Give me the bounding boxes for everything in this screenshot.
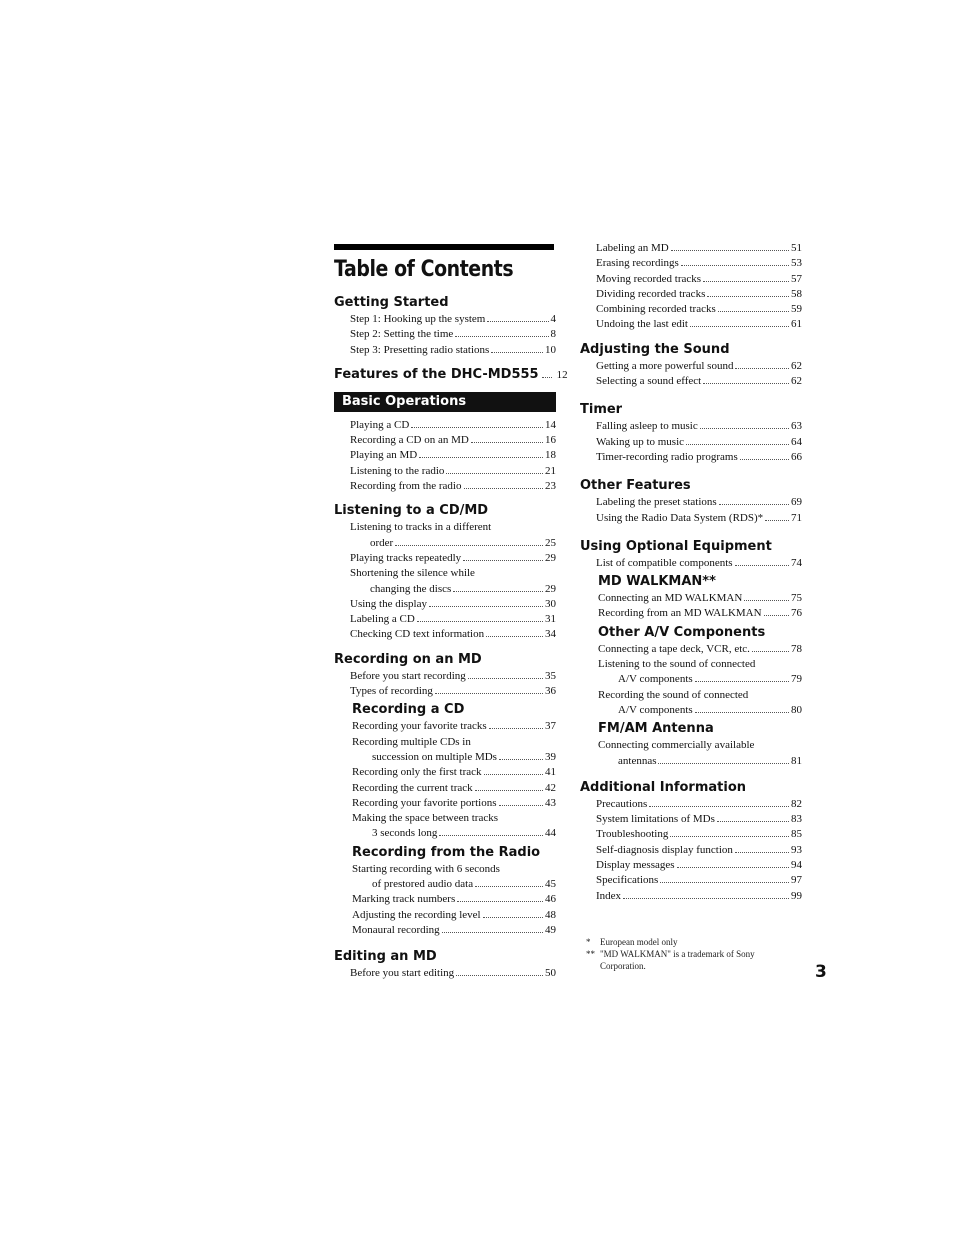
page-number-ref: 21 — [545, 464, 556, 477]
toc-entry[interactable] — [580, 812, 802, 827]
toc-entry[interactable] — [334, 892, 556, 907]
dot-leader — [718, 311, 789, 312]
section-getting-started — [334, 294, 556, 358]
dot-leader — [499, 759, 543, 760]
dot-leader — [649, 806, 789, 807]
toc-entry-label: System limitations of MDs — [596, 813, 715, 826]
toc-entry[interactable] — [580, 272, 802, 287]
dot-leader — [700, 428, 789, 429]
section-heading: Adjusting the Sound — [580, 341, 730, 357]
dot-leader — [468, 678, 543, 679]
toc-entry-label: Shortening the silence while — [350, 567, 475, 580]
section-additional — [580, 779, 802, 904]
toc-entry-label: Index — [596, 889, 622, 902]
page-number-ref: 75 — [791, 592, 802, 605]
toc-entry-label: Recording from the radio — [350, 480, 462, 493]
page-number-ref: 39 — [545, 750, 556, 763]
page-number-ref: 10 — [545, 343, 556, 356]
toc-entry[interactable] — [334, 627, 556, 642]
toc-entry-label: Dividing recorded tracks — [596, 287, 706, 300]
page-number-ref: 42 — [545, 781, 556, 794]
toc-entry[interactable] — [334, 765, 556, 780]
toc-entry-label: Specifications — [596, 874, 659, 887]
toc-entry-label: Recording only the first track — [352, 766, 482, 779]
toc-entry-label-continued: succession on multiple MDs — [372, 750, 497, 763]
toc-entry[interactable] — [334, 343, 556, 358]
toc-entry-label: Recording from an MD WALKMAN — [598, 607, 762, 620]
dot-leader — [752, 651, 789, 652]
page-number-ref: 64 — [791, 435, 802, 448]
section-recording-cd — [334, 701, 556, 841]
dot-leader — [623, 898, 789, 899]
toc-entry-label: Monaural recording — [352, 923, 440, 936]
section-editing-continued — [580, 241, 802, 333]
dot-leader — [456, 975, 543, 976]
section-adjusting-sound — [580, 341, 802, 390]
toc-entry[interactable] — [334, 781, 556, 796]
toc-entry-label: Falling asleep to music — [596, 420, 698, 433]
toc-entry[interactable] — [334, 312, 556, 327]
dot-leader — [765, 520, 789, 521]
page-number-ref: 57 — [791, 272, 802, 285]
section-recording-md — [334, 651, 556, 700]
toc-entry[interactable] — [334, 923, 556, 938]
page-number-ref: 23 — [545, 480, 556, 493]
page-number-ref: 99 — [791, 889, 802, 902]
toc-entry-label: Selecting a sound effect — [596, 375, 702, 388]
toc-entry-label: Listening to tracks in a different — [350, 521, 492, 534]
page-number-ref: 31 — [545, 613, 556, 626]
toc-entry-label: Undoing the last edit — [596, 318, 688, 331]
dot-leader — [411, 427, 543, 428]
toc-entry[interactable] — [580, 556, 802, 571]
dot-leader — [483, 917, 543, 918]
toc-entry[interactable] — [334, 862, 556, 893]
dot-leader — [703, 383, 789, 384]
toc-entry[interactable] — [334, 327, 556, 342]
section-md-walkman — [580, 573, 802, 622]
toc-entry[interactable] — [334, 433, 556, 448]
toc-entry-label: Step 1: Hooking up the system — [350, 313, 486, 325]
dot-leader — [686, 444, 789, 445]
toc-entry-label: Troubleshooting — [596, 828, 669, 841]
toc-entry-label: List of compatible components — [596, 556, 733, 569]
toc-entry-label-continued: order — [370, 536, 394, 549]
subsection-heading: Other A/V Components — [598, 624, 766, 640]
toc-entry-label: Starting recording with 6 seconds — [352, 862, 500, 875]
dot-leader — [491, 352, 543, 353]
toc-entry-label: Using the Radio Data System (RDS)* — [596, 511, 764, 524]
footnote-text: "MD WALKMAN" is a trademark of Sony Corporation. — [600, 949, 755, 971]
toc-entry-label-continued: of prestored audio data — [372, 878, 474, 891]
toc-entry[interactable] — [580, 873, 802, 888]
toc-entry-label: Playing a CD — [350, 418, 410, 431]
toc-entry[interactable] — [580, 642, 802, 657]
toc-entry-label: Combining recorded tracks — [596, 303, 716, 316]
page-number-ref: 59 — [791, 303, 802, 316]
toc-entry-label-continued: antennas — [618, 754, 657, 767]
toc-entry-features[interactable] — [334, 366, 568, 384]
toc-entry[interactable] — [580, 889, 802, 904]
section-editing — [334, 948, 556, 981]
toc-entry[interactable] — [580, 843, 802, 858]
toc-entry[interactable] — [334, 811, 556, 842]
dot-leader — [735, 368, 789, 369]
dot-leader — [419, 457, 543, 458]
toc-entry-label-continued: 3 seconds long — [372, 827, 438, 840]
toc-entry-label: Recording multiple CDs in — [352, 735, 471, 748]
page-number-ref: 69 — [791, 496, 802, 509]
toc-entry[interactable] — [580, 797, 802, 812]
dot-leader — [740, 459, 789, 460]
toc-entry[interactable] — [334, 551, 556, 566]
toc-entry[interactable] — [334, 612, 556, 627]
page-number-ref: 18 — [545, 449, 556, 462]
footnotes — [586, 936, 796, 972]
toc-entry-label: Adjusting the recording level — [352, 908, 481, 921]
dot-leader — [671, 250, 789, 251]
page-number-ref: 62 — [791, 375, 802, 388]
dot-leader — [744, 600, 789, 601]
dot-leader — [695, 681, 789, 682]
toc-entry-label: Recording your favorite portions — [352, 796, 497, 809]
toc-entry-label: Recording the current track — [352, 781, 473, 794]
toc-entry-label: Timer-recording radio programs — [596, 450, 738, 463]
section-fm-am — [580, 720, 802, 769]
toc-entry[interactable] — [580, 591, 802, 606]
toc-entry-label: Labeling an MD — [596, 242, 669, 254]
subsection-heading: Recording from the Radio — [352, 844, 541, 860]
dot-leader — [707, 296, 789, 297]
section-heading: Other Features — [580, 478, 691, 494]
dot-leader — [457, 901, 543, 902]
dot-leader — [735, 565, 789, 566]
toc-entry[interactable] — [334, 566, 556, 597]
page-number-ref: 35 — [545, 669, 556, 682]
toc-entry[interactable] — [580, 419, 802, 434]
dot-leader — [429, 606, 543, 607]
dot-leader — [489, 728, 543, 729]
section-band-heading: Basic Operations — [334, 392, 556, 412]
dot-leader — [670, 836, 789, 837]
dot-leader — [703, 281, 789, 282]
dot-leader — [475, 886, 543, 887]
page-number-ref: 97 — [791, 874, 802, 887]
toc-entry-label: Getting a more powerful sound — [596, 359, 734, 372]
section-heading: Editing an MD — [334, 949, 437, 965]
page-number-ref: 29 — [545, 551, 556, 564]
page-number-ref: 61 — [791, 318, 802, 331]
toc-entry-label: Step 3: Presetting radio stations — [350, 343, 490, 356]
page-number-ref: 63 — [791, 420, 802, 433]
footnote-text: European model only — [600, 937, 678, 947]
section-heading: Additional Information — [580, 779, 747, 795]
toc-entry[interactable] — [580, 317, 802, 332]
toc-entry[interactable] — [334, 479, 556, 494]
section-heading: Features of the DHC-MD555 — [334, 366, 539, 382]
toc-entry[interactable] — [580, 435, 802, 450]
section-features — [334, 366, 568, 384]
toc-entry[interactable] — [334, 684, 556, 699]
dot-leader — [417, 621, 543, 622]
page-number-ref: 36 — [545, 685, 556, 698]
page-number-ref: 43 — [545, 796, 556, 809]
toc-entry-label: Listening to the sound of connected — [598, 658, 756, 671]
page-number-ref: 71 — [791, 511, 802, 524]
toc-entry-label: Self-diagnosis display function — [596, 843, 733, 856]
page-number-ref: 16 — [545, 434, 556, 447]
section-other-av — [580, 624, 802, 718]
dot-leader — [442, 932, 543, 933]
toc-entry[interactable] — [580, 256, 802, 271]
page-number-ref: 93 — [791, 843, 802, 856]
page-number-ref: 66 — [791, 450, 802, 463]
page-number: 3 — [815, 962, 827, 982]
toc-entry-label: Using the display — [350, 597, 427, 610]
toc-entry[interactable] — [334, 520, 556, 551]
toc-entry[interactable] — [580, 287, 802, 302]
toc-entry[interactable] — [580, 450, 802, 465]
page-number-ref: 76 — [791, 607, 802, 620]
page-number-ref: 34 — [545, 628, 556, 641]
section-listening — [334, 502, 556, 642]
toc-entry-label: Connecting a tape deck, VCR, etc. — [598, 642, 750, 655]
toc-entry[interactable] — [334, 669, 556, 684]
page-number-ref: 82 — [791, 797, 802, 810]
dot-leader — [735, 852, 789, 853]
toc-entry-label: Moving recorded tracks — [596, 272, 702, 285]
page-number-ref: 51 — [791, 242, 802, 254]
toc-entry[interactable] — [334, 735, 556, 766]
section-heading: Timer — [580, 402, 623, 418]
page-number-ref: 4 — [550, 313, 556, 325]
toc-entry-label: Types of recording — [350, 685, 433, 698]
toc-entry[interactable] — [580, 374, 802, 389]
section-heading: Recording on an MD — [334, 651, 482, 667]
page-number-ref: 81 — [791, 754, 802, 767]
toc-entry[interactable] — [334, 796, 556, 811]
toc-entry[interactable] — [580, 359, 802, 374]
toc-entry-label: Before you start recording — [350, 669, 466, 682]
section-heading: Using Optional Equipment — [580, 538, 772, 554]
toc-entry-label: Display messages — [596, 859, 675, 872]
page-number-ref: 49 — [545, 923, 556, 936]
toc-entry[interactable] — [580, 688, 802, 719]
toc-entry[interactable] — [334, 597, 556, 612]
dot-leader — [446, 473, 543, 474]
page-number-ref: 29 — [545, 582, 556, 595]
dot-leader — [463, 560, 543, 561]
toc-entry-label: Recording your favorite tracks — [352, 720, 487, 733]
toc-entry[interactable] — [580, 241, 802, 256]
page-number-ref: 14 — [545, 418, 556, 431]
toc-entry-label-continued: A/V components — [618, 673, 693, 686]
footnote-mark: * — [586, 937, 591, 947]
toc-entry[interactable] — [334, 966, 556, 981]
toc-entry[interactable] — [334, 464, 556, 479]
dot-leader — [471, 442, 543, 443]
toc-entry-label: Playing tracks repeatedly — [350, 551, 462, 564]
page-number-ref: 41 — [545, 766, 556, 779]
toc-entry[interactable] — [334, 448, 556, 463]
page-number-ref: 37 — [545, 720, 556, 733]
dot-leader — [660, 882, 789, 883]
toc-entry[interactable] — [580, 858, 802, 873]
toc-entry-label: Connecting commercially available — [598, 739, 755, 752]
dot-leader — [690, 326, 789, 327]
footnote-2 — [586, 948, 796, 972]
section-optional-equipment — [580, 538, 802, 571]
toc-entry[interactable] — [580, 606, 802, 621]
page-number-ref: 30 — [545, 597, 556, 610]
dot-leader — [453, 591, 543, 592]
toc-entry-label: Connecting an MD WALKMAN — [598, 592, 743, 605]
dot-leader — [681, 265, 789, 266]
page-number-ref: 74 — [791, 556, 802, 569]
dot-leader — [439, 835, 543, 836]
dot-leader — [499, 805, 544, 806]
page-number-ref: 53 — [791, 257, 802, 270]
page-number-ref: 46 — [545, 893, 556, 906]
section-heading: Listening to a CD/MD — [334, 503, 489, 519]
dot-leader — [719, 504, 789, 505]
page-number-ref: 78 — [791, 642, 802, 655]
section-other-features — [580, 477, 802, 526]
dot-leader — [677, 867, 789, 868]
page-number-ref: 79 — [791, 673, 802, 686]
page-number-ref: 45 — [545, 878, 556, 891]
toc-entry-label: Checking CD text information — [350, 628, 485, 641]
page-number-ref: 50 — [545, 967, 556, 980]
dot-leader — [435, 693, 543, 694]
footnote-mark: ** — [586, 949, 595, 959]
toc-entry[interactable] — [334, 719, 556, 734]
toc-entry[interactable] — [580, 738, 802, 769]
section-heading: Getting Started — [334, 295, 449, 310]
section-basic-operations — [334, 392, 556, 494]
subsection-heading: Recording a CD — [352, 702, 465, 718]
toc-entry-label: Labeling a CD — [350, 613, 415, 626]
title-rule — [334, 244, 554, 250]
page-number-ref: 8 — [550, 328, 556, 341]
page-number-ref: 62 — [791, 359, 802, 372]
dot-leader — [484, 774, 543, 775]
dot-leader — [695, 712, 789, 713]
left-column — [334, 244, 568, 990]
subsection-heading: FM/AM Antenna — [598, 721, 714, 737]
dot-leader — [486, 636, 543, 637]
dot-leader — [464, 488, 544, 489]
toc-entry[interactable] — [580, 827, 802, 842]
toc-entry[interactable] — [580, 657, 802, 688]
dot-leader — [395, 545, 543, 546]
page-number-ref: 94 — [791, 859, 802, 872]
subsection-heading: MD WALKMAN** — [598, 574, 716, 590]
page-number-ref: 80 — [791, 703, 802, 716]
toc-entry-label: Recording the sound of connected — [598, 688, 749, 701]
page-title: Table of Contents — [334, 257, 514, 282]
toc-entry[interactable] — [580, 495, 802, 510]
toc-entry-label: Precautions — [596, 797, 648, 810]
section-recording-radio — [334, 844, 556, 938]
page-number-ref: 25 — [545, 536, 556, 549]
toc-entry-label: Step 2: Setting the time — [350, 328, 454, 341]
toc-entry-label: Before you start editing — [350, 967, 455, 980]
toc-entry[interactable] — [580, 511, 802, 526]
toc-entry[interactable] — [334, 908, 556, 923]
toc-entry-label: Waking up to music — [596, 435, 685, 448]
dot-leader — [455, 336, 548, 337]
toc-entry-label: Marking track numbers — [352, 893, 456, 906]
dot-leader — [475, 790, 543, 791]
dot-leader — [487, 321, 548, 322]
right-column — [580, 241, 802, 912]
footnote-1 — [586, 936, 796, 948]
dot-leader — [764, 615, 789, 616]
toc-entry[interactable] — [334, 418, 556, 433]
toc-entry[interactable] — [580, 302, 802, 317]
toc-entry-label-continued: A/V components — [618, 703, 693, 716]
page-number-ref: 85 — [791, 828, 802, 841]
page-number-ref: 83 — [791, 813, 802, 826]
toc-entry-label: Listening to the radio — [350, 464, 445, 477]
page-number-ref: 48 — [545, 908, 556, 921]
dot-leader — [717, 821, 789, 822]
page-number-ref: 44 — [545, 827, 556, 840]
toc-entry-label: Labeling the preset stations — [596, 496, 717, 509]
toc-entry-label: Making the space between tracks — [352, 812, 498, 825]
toc-entry-label-continued: changing the discs — [370, 582, 452, 595]
page-number-ref: 58 — [791, 287, 802, 300]
dot-leader — [658, 763, 789, 764]
section-timer — [580, 401, 802, 465]
toc-entry-label: Playing an MD — [350, 449, 418, 462]
toc-entry-label: Erasing recordings — [596, 257, 679, 270]
page-number-ref: 12 — [556, 368, 568, 381]
toc-entry-label: Recording a CD on an MD — [350, 434, 469, 447]
